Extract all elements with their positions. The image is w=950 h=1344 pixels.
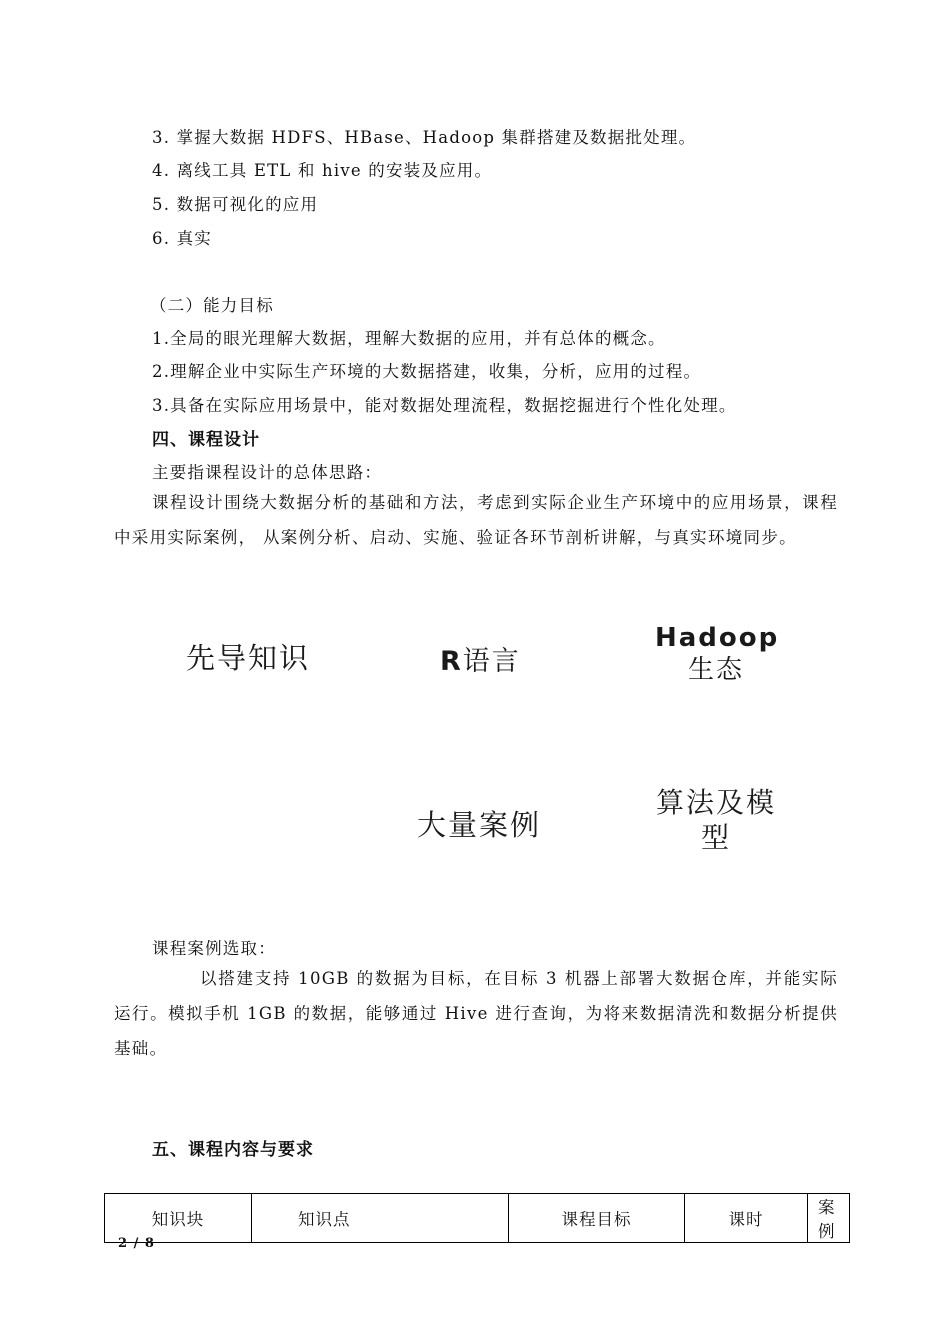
ability-item-3: 3.具备在实际应用场景中，能对数据处理流程，数据挖掘进行个性化处理。 [152,396,737,415]
course-content-heading: 五、课程内容与要求 [152,1140,314,1160]
goal-item-6: 6. 真实 [152,229,212,248]
table-header-hours: 课时 [685,1194,808,1243]
diagram-r-letter: R [440,646,463,677]
diagram-algo-line2: 型 [700,821,731,854]
diagram-cases-label: 大量案例 [417,808,542,842]
goal-item-3: 3. 掌握大数据 HDFS、HBase、Hadoop 集群搭建及数据批处理。 [152,128,697,147]
diagram-hadoop [655,622,780,686]
ability-item-1: 1.全局的眼光理解大数据，理解大数据的应用，并有总体的概念。 [152,329,666,348]
table-header-knowledge-point: 知识点 [252,1194,509,1243]
course-design-intro: 主要指课程设计的总体思路： [152,463,383,482]
diagram-r-rest: 语言 [462,646,521,677]
table-header-row [105,1194,850,1243]
course-content-table [104,1193,850,1243]
table-header-knowledge-block: 知识块 [105,1194,252,1243]
diagram-prereq-label: 先导知识 [186,641,311,675]
case-section-paragraph: 以搭建支持 10GB 的数据为目标，在目标 3 机器上部署大数据仓库，并能实际运行。模拟手机 1GB 的数据，能够通过 Hive 进行查询，为将来数据清洗和数据分析提供基础。 [114,969,838,1058]
table-header-case: 案例 [808,1194,850,1243]
goal-item-4: 4. 离线工具 ETL 和 hive 的安装及应用。 [152,161,493,180]
diagram-algorithm [646,785,786,855]
ability-item-2: 2.理解企业中实际生产环境的大数据搭建，收集，分析，应用的过程。 [152,362,702,381]
course-design-heading: 四、课程设计 [152,430,260,450]
case-section-title: 课程案例选取： [152,939,276,958]
goal-item-5: 5. 数据可视化的应用 [152,195,319,214]
course-design-paragraph: 课程设计围绕大数据分析的基础和方法，考虑到实际企业生产环境中的应用场景，课程中采用实际案例， 从案例分析、启动、实施、验证各环节剖析讲解，与真实环境同步。 [114,493,838,547]
diagram-hadoop-line1: Hadoop [655,623,780,653]
ability-section-title: （二）能力目标 [150,296,274,315]
table-header-course-goal: 课程目标 [509,1194,685,1243]
diagram-hadoop-line2: 生态 [687,655,744,685]
diagram-algo-line1: 算法及模 [655,786,776,819]
diagram-r-language [440,639,521,678]
page-indicator: 2 / 8 [118,1236,155,1251]
